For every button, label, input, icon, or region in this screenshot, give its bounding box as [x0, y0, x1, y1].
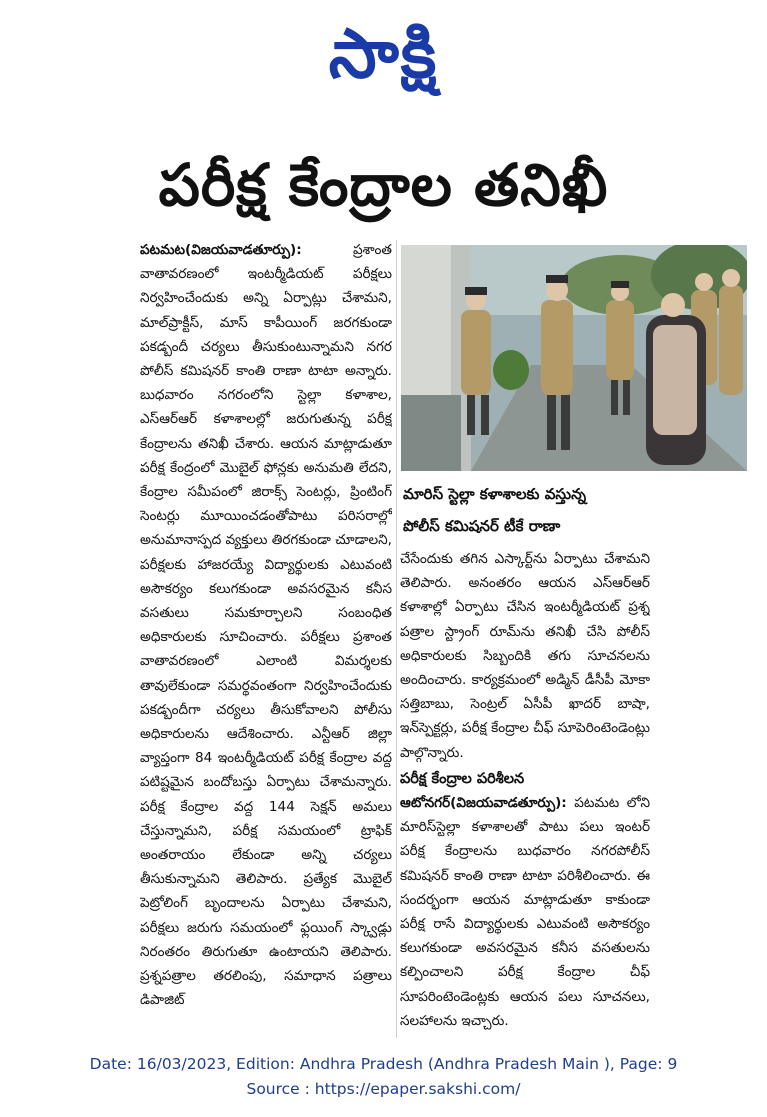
- news-photo: [401, 245, 747, 471]
- article-column-right: [400, 547, 650, 1037]
- article-body-left: [140, 238, 392, 1013]
- article-column-left: [140, 238, 392, 1038]
- footer-date-edition: Date: 16/03/2023, Edition: Andhra Pradesh (Andhra Pradesh Main ), Page: 9: [89, 1055, 678, 1073]
- photo-caption: [403, 478, 747, 542]
- masthead-logo: [0, 10, 767, 100]
- article-body-right-1: చేసేందుకు తగిన ఎస్కార్ట్‌ను ఏర్పాటు చేశామని తెలిపారు. అనంతరం ఆయన ఎస్‌ఆర్‌ఆర్ కళాశాల్లో ఏర్పాటు చేసిన ఇంటర్మీడియట్ ప్రశ్న పత్రాల స్ట్రాంగ్ రూమ్‌ను తనిఖీ చేసి పోలీస్ అధికారులకు సిబ్బందికి తగు సూచనలను అందించారు. కార్యక్రమంలో అడ్మిన్ డీసీపీ మోకా సత్తిబాబు, సెంట్రల్ ఏసీపీ ఖాదర్ బాషా, ఇన్‌స్పెక్టర్లు, పరీక్ష కేంద్రాల చీఫ్ సూపెరింటెండెంట్లు పాల్గొన్నారు.: [400, 551, 650, 761]
- footer: [0, 1052, 767, 1102]
- article-body-right-2: [400, 791, 650, 1033]
- dateline: పటమట(విజయవాడతూర్పు):: [140, 242, 302, 258]
- body-text: ప్రశాంత వాతావరణంలో ఇంటర్మీడియట్ పరీక్షలు నిర్వహించేందుకు అన్ని ఏర్పాట్లు చేశామని, మాల్‌ప్రాక్టీస్, మాస్ కాపీయింగ్ జరగకుండా పకడ్బందీ చర్యలు తీసుకుంటున్నామని నగర పోలీస్ కమిషనర్ కాంతి రాణా టాటా అన్నారు. బుధవారం నగరంలోని స్టెల్లా కళాశాల, ఎస్‌ఆర్‌ఆర్ కళాశాలల్లో జరుగుతున్న పరీక్ష కేంద్రాలను తనిఖీ చేశారు. ఆయన మాట్లాడుతూ పరీక్ష కేంద్రంలో మొబైల్ ఫోన్లకు అనుమతి లేదని, కేంద్రాల సమీపంలో జిరాక్స్ సెంటర్లు, ప్రింటింగ్ సెంటర్లు మూయించడంతోపాటు పరిసరాల్లో అనుమానాస్పద వ్యక్తులు తిరగకుండా చూడాలని, పరీక్షలకు హాజరయ్యే విద్యార్థులకు ఎటువంటి అసౌకర్యం కలుగకుండా అవసరమైన కనీస వసతులు సమకూర్చాలని సంబంధిత అధికారులకు సూచించారు. పరీక్షలు ప్రశాంత వాతావరణంలో ఎలాంటి విమర్శలకు తావులేకుండా సమర్థవంతంగా నిర్వహించేందుకు పకడ్బందీగా చర్యలు తీసుకోవాలని పోలీసు అధికారులను ఆదేశించారు. ఎన్టీఆర్ జిల్లా వ్యాప్తంగా 84 ఇంటర్మీడియట్ పరీక్ష కేంద్రాల వద్ద పటిష్టమైన బందోబస్తు ఏర్పాటు చేశామన్నారు. పరీక్ష కేంద్రాల వద్ద 144 సెక్షన్ అమలు చేస్తున్నామని, పరీక్ష సమయంలో ట్రాఫిక్ అంతరాయం లేకుండా అన్ని చర్యలు తీసుకున్నామని తెలిపారు. ప్రత్యేక మొబైల్ పెట్రోలింగ్ బృందాలను ఏర్పాటు చేశామని, పరీక్షలు జరుగు సమయంలో ఫ్లయింగ్ స్క్వాడ్లు నిరంతరం తిరుగుతూ ఉంటాయని తెలిపారు. ప్రశ్నపత్రాల తరలింపు, సమాధాన పత్రాలు డిపాజిట్: [140, 242, 392, 1009]
- caption-line-1: మారిస్ స్టెల్లా కళాశాలకు వస్తున్న: [403, 485, 587, 503]
- body-text-2: పటమట లోని మారిస్‌స్టెల్లా కళాశాలతో పాటు పలు ఇంటర్ పరీక్ష కేంద్రాలను బుధవారం నగరపోలీస్ కమిషనర్ కాంతి రాణా టాటా పరిశీలించారు. ఈ సందర్భంగా ఆయన మాట్లాడుతూ కాకుండా పరీక్ష రాసే విద్యార్థులకు ఎటువంటి అసౌకర్యం కలుగకుండా అవసరమైన కనీస వసతులను కల్పించాలని పరీక్ష కేంద్రాల చీఫ్ సూపరింటెండెంట్లకు ఆయన పలు సూచనలు, సలహాలను ఇచ్చారు.: [400, 795, 650, 1029]
- logo-text: సాక్షి: [328, 15, 439, 94]
- column-divider: [396, 240, 397, 1038]
- dateline-2: ఆటోనగర్(విజయవాడతూర్పు):: [400, 795, 567, 812]
- article-headline: పరీక్ష కేంద్రాల తనిఖీ: [158, 151, 609, 219]
- photo-illustration: [401, 245, 747, 471]
- caption-line-2: పోలీస్ కమిషనర్ టీకే రాణా: [403, 517, 561, 535]
- footer-source: Source : https://epaper.sakshi.com/: [246, 1080, 521, 1098]
- sub-heading: పరీక్ష కేంద్రాల పరిశీలన: [400, 770, 525, 787]
